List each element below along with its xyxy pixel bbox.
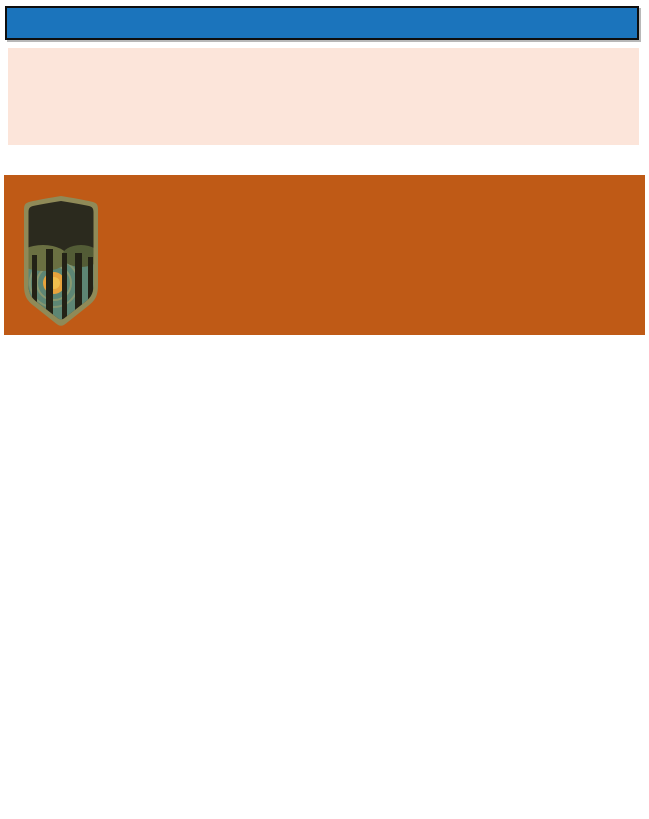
special-season-label bbox=[89, 234, 200, 260]
notice-box bbox=[8, 48, 639, 145]
special-outing-row bbox=[4, 175, 645, 335]
page-title-bar bbox=[5, 6, 639, 40]
schedule-table bbox=[4, 175, 645, 335]
spa-forest-logo bbox=[21, 195, 101, 327]
logo-forest-scene bbox=[21, 245, 101, 327]
